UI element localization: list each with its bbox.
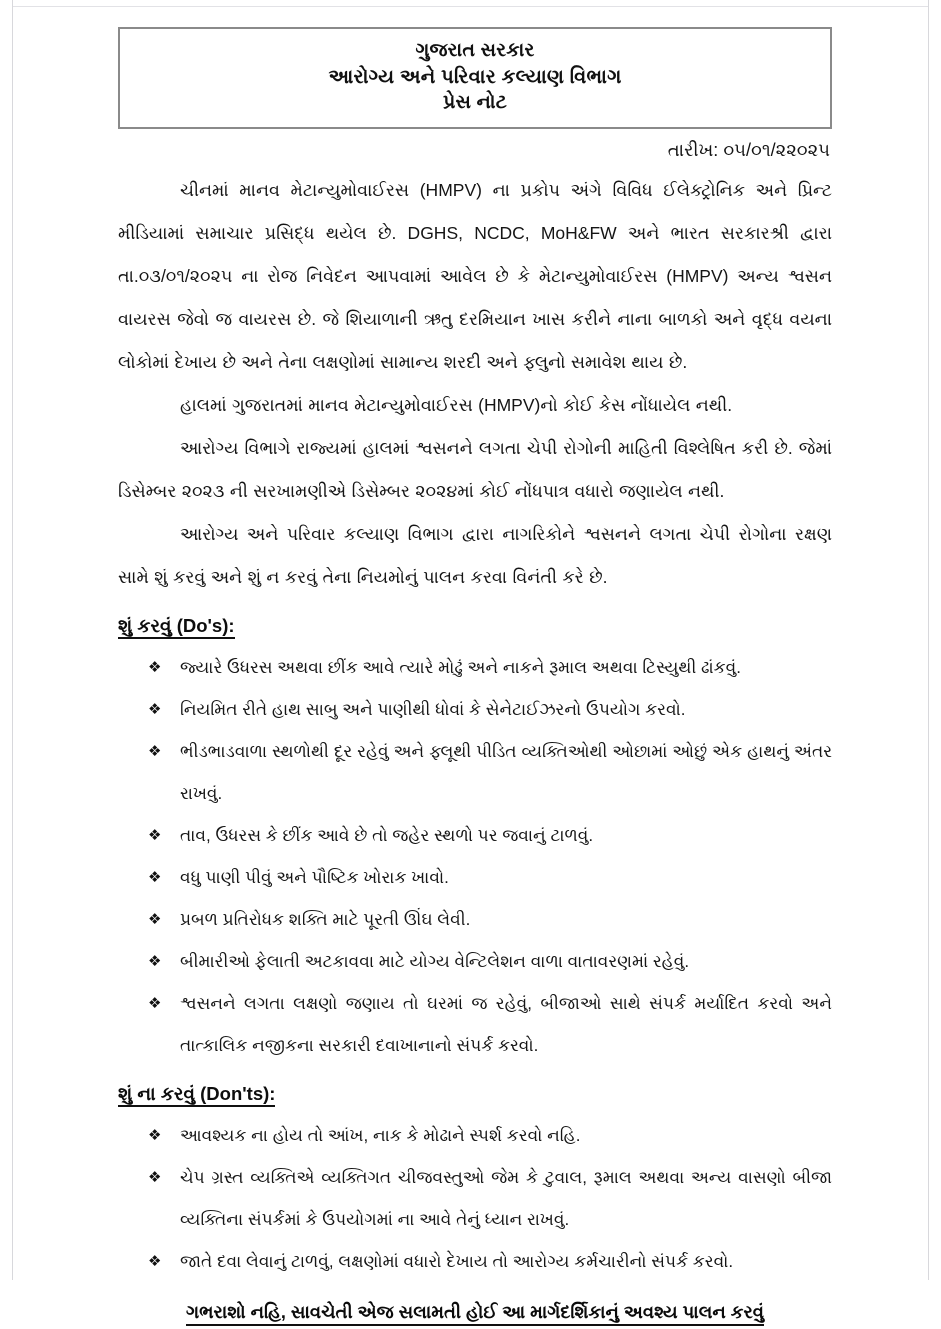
list-item-text: ચેપ ગ્રસ્ત વ્યક્તિએ વ્યક્તિગત ચીજવસ્તુઓ જેમ કે ટુવાલ, રૂમાલ અથવા અન્ય વાસણો બીજા વ્યક્તિના સંપર્કમાં કે ઉપયોગમાં ના આવે તેનું ધ્યાન રાખવું. bbox=[180, 1168, 832, 1229]
header-government-line: ગુજરાત સરકાર bbox=[415, 40, 535, 61]
list-item-text: ભીડભાડવાળા સ્થળોથી દૂર રહેવું અને ફ્લૂથી પીડિત વ્યક્તિઓથી ઓછામાં ઓછું એક હાથનું અંતર રાખવું. bbox=[180, 742, 832, 803]
paragraph-request-to-citizens: આરોગ્ય અને પરિવાર કલ્યાણ વિભાગ દ્વારા નાગરિકોને શ્વસનને લગતા ચેપી રોગોના રક્ષણ સામે શું કરવું અને શું ન કરવું તેના નિયમોનું પાલન કરવા વિનંતી કરે છે. bbox=[118, 524, 832, 587]
page-edge-left bbox=[12, 0, 13, 1280]
diamond-bullet-icon: ❖ bbox=[148, 911, 162, 928]
list-item bbox=[118, 815, 832, 857]
list-item bbox=[118, 731, 832, 815]
list-item bbox=[118, 941, 832, 983]
diamond-bullet-icon: ❖ bbox=[148, 1127, 162, 1144]
paragraph-no-case-gujarat: હાલમાં ગુજરાતમાં માનવ મેટાન્યુમોવાઈરસ (HMPV)નો કોઈ કેસ નોંધાયેલ નથી. bbox=[180, 395, 733, 415]
section-heading-dos bbox=[118, 607, 832, 645]
dos-list bbox=[118, 647, 832, 1067]
diamond-bullet-icon: ❖ bbox=[148, 1169, 162, 1186]
paragraph-health-dept-analysis: આરોગ્ય વિભાગે રાજ્યમાં હાલમાં શ્વસનને લગતા ચેપી રોગોની માહિતી વિશ્લેષિત કરી છે. જેમાં ડિસેમ્બર ૨૦૨૩ ની સરખામણીએ ડિસેમ્બર ૨૦૨૪માં કોઈ નોંધપાત્ર વધારો જણાયેલ નથી. bbox=[118, 438, 832, 501]
list-item bbox=[118, 857, 832, 899]
list-item bbox=[118, 647, 832, 689]
list-item-text: તાવ, ઉધરસ કે છીંક આવે છે તો જહેર સ્થળો પર જવાનું ટાળવું. bbox=[180, 826, 594, 845]
section-heading-dos-text: શું કરવું (Do's): bbox=[118, 615, 235, 639]
list-item bbox=[118, 899, 832, 941]
diamond-bullet-icon: ❖ bbox=[148, 659, 162, 676]
list-item-text: જાતે દવા લેવાનું ટાળવું, લક્ષણોમાં વધારો દેખાય તો આરોગ્ય કર્મચારીનો સંપર્ક કરવો. bbox=[180, 1252, 734, 1271]
list-item-text: શ્વસનને લગતા લક્ષણો જણાય તો ઘરમાં જ રહેવું, બીજાઓ સાથે સંપર્ક મર્યાદિત કરવો અને તાત્કાલિક નજીકના સરકારી દવાખાનાનો સંપર્ક કરવો. bbox=[180, 994, 832, 1055]
diamond-bullet-icon: ❖ bbox=[148, 869, 162, 886]
list-item-text: જ્યારે ઉધરસ અથવા છીંક આવે ત્યારે મોઢું અને નાકને રૂમાલ અથવા ટિસ્યુથી ઢાંકવું. bbox=[180, 658, 741, 677]
section-heading-donts bbox=[118, 1075, 832, 1113]
list-item-text: બીમારીઓ ફેલાતી અટકાવવા માટે યોગ્ય વેન્ટિલેશન વાળા વાતાવરણમાં રહેવું. bbox=[180, 952, 690, 971]
footer-advisory-note bbox=[118, 1295, 832, 1329]
paragraph-hmpv-media: ચીનમાં માનવ મેટાન્યુમોવાઈરસ (HMPV) ના પ્રકોપ અંગે વિવિધ ઈલેક્ટ્રોનિક અને પ્રિન્ટ મીડિયામાં સમાચાર પ્રસિદ્ધ થયેલ છે. DGHS, NCDC, MoH&FW અને ભારત સરકારશ્રી દ્વારા તા.૦૩/૦૧/૨૦૨૫ ના રોજ નિવેદન આપવામાં આવેલ છે કે મેટાન્યુમોવાઈરસ (HMPV) અન્ય શ્વસન વાયરસ જેવો જ વાયરસ છે. જે શિયાળાની ઋતુ દરમિયાન ખાસ કરીને નાના બાળકો અને વૃદ્ધ વયના લોકોમાં દેખાય છે અને તેના લક્ષણોમાં સામાન્ય શરદી અને ફ્લુનો સમાવેશ થાય છે. bbox=[118, 180, 832, 372]
list-item bbox=[118, 1115, 832, 1157]
section-heading-donts-text: શું ના કરવું (Don'ts): bbox=[118, 1083, 275, 1107]
document-date: તારીખ: ૦૫/૦૧/૨૨૦૨૫ bbox=[667, 140, 830, 160]
diamond-bullet-icon: ❖ bbox=[148, 827, 162, 844]
footer-advisory-text: ગભરાશો નહિ, સાવચેતી એજ સલામતી હોઈ આ માર્ગદર્શિકાનું અવશ્ય પાલન કરવું bbox=[186, 1302, 764, 1326]
diamond-bullet-icon: ❖ bbox=[148, 995, 162, 1012]
header-department-line: આરોગ્ય અને પરિવાર કલ્યાણ વિભાગ bbox=[328, 66, 622, 88]
list-item-text: વધુ પાણી પીવું અને પૌષ્ટિક ખોરાક ખાવો. bbox=[180, 868, 449, 887]
document-sheet bbox=[14, 8, 927, 1322]
page-edge-right bbox=[928, 0, 929, 1280]
donts-list bbox=[118, 1115, 832, 1283]
list-item bbox=[118, 1157, 832, 1241]
diamond-bullet-icon: ❖ bbox=[148, 1253, 162, 1270]
list-item-text: પ્રબળ પ્રતિરોધક શક્તિ માટે પૂરતી ઊંઘ લેવી. bbox=[180, 910, 471, 929]
header-press-note-line: પ્રેસ નોટ bbox=[443, 92, 507, 113]
diamond-bullet-icon: ❖ bbox=[148, 953, 162, 970]
list-item-text: આવશ્યક ના હોય તો આંખ, નાક કે મોઢાને સ્પર્શ કરવો નહિ. bbox=[180, 1126, 581, 1145]
document-content bbox=[118, 27, 832, 1329]
diamond-bullet-icon: ❖ bbox=[148, 743, 162, 760]
page-edge-top bbox=[12, 6, 929, 7]
list-item bbox=[118, 983, 832, 1067]
diamond-bullet-icon: ❖ bbox=[148, 701, 162, 718]
list-item bbox=[118, 689, 832, 731]
list-item-text: નિયમિત રીતે હાથ સાબુ અને પાણીથી ધોવાં કે સેનેટાઈઝરનો ઉપયોગ કરવો. bbox=[180, 700, 686, 719]
header-box bbox=[118, 27, 832, 129]
list-item bbox=[118, 1241, 832, 1283]
